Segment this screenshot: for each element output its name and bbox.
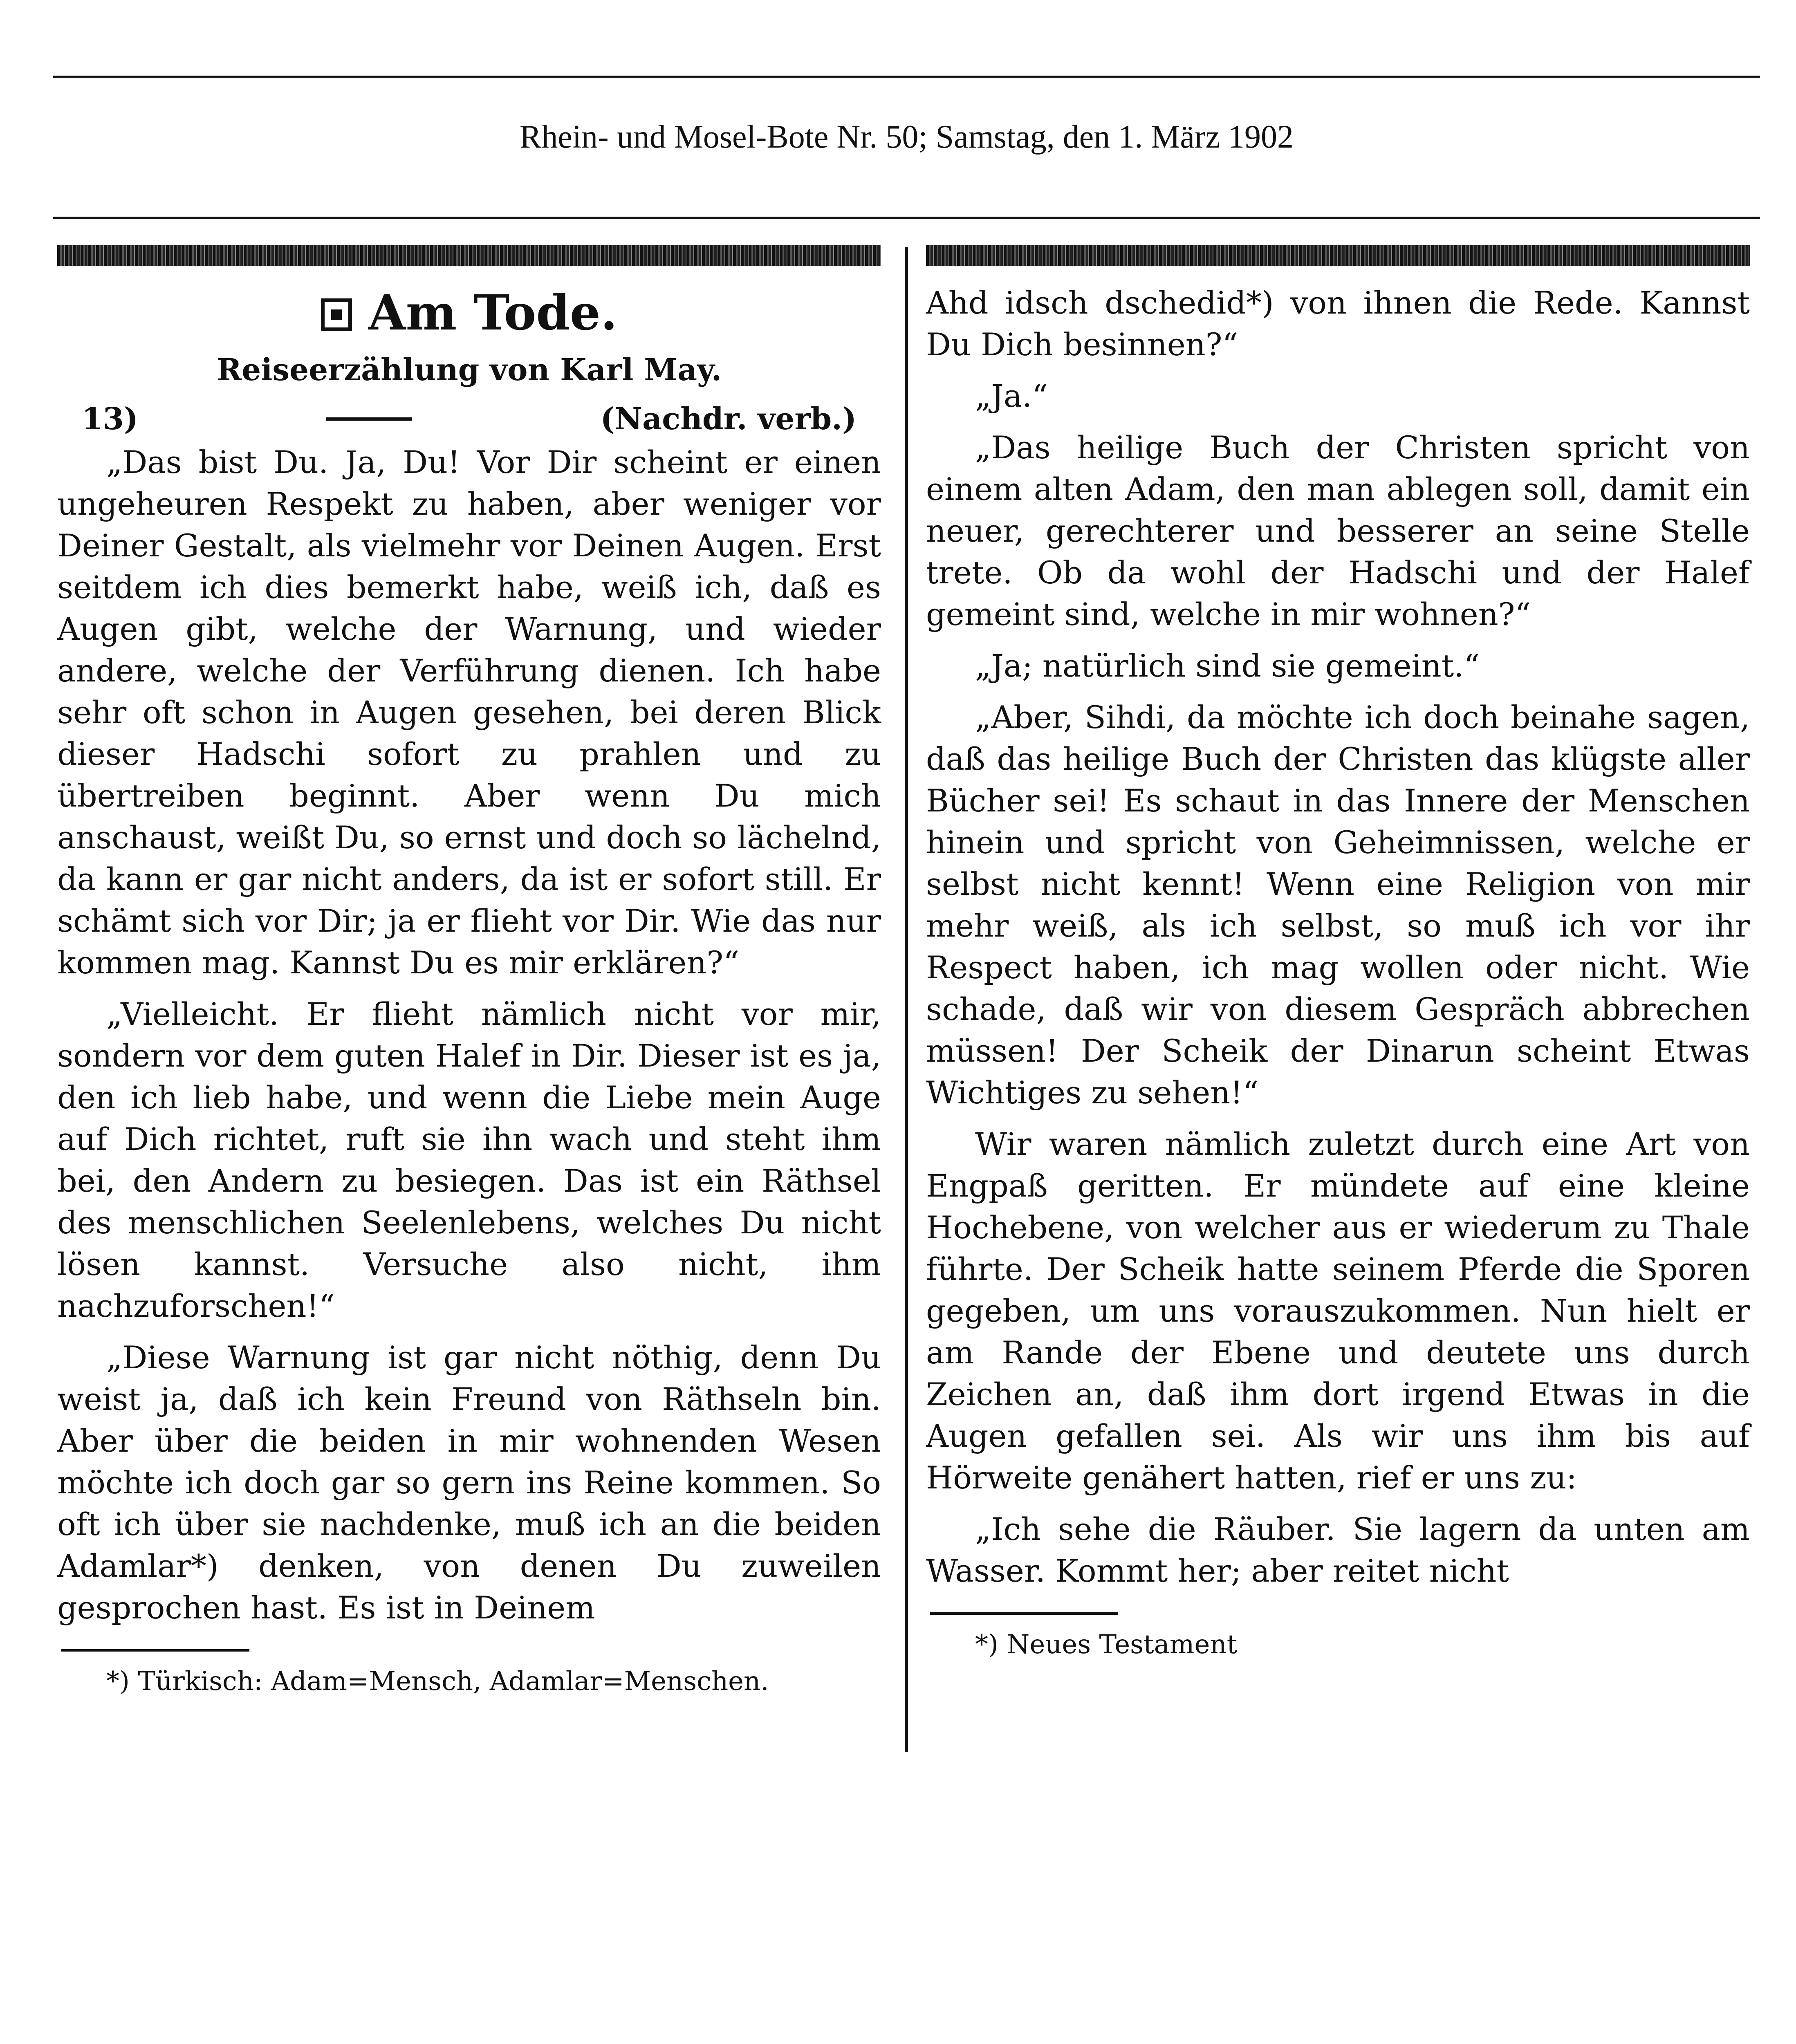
ornamental-banner [57, 245, 881, 266]
running-head: Rhein- und Mosel-Bote Nr. 50; Samstag, den 1. März 1902 [519, 119, 1294, 155]
article-subtitle: Reiseerzählung von Karl May. [216, 352, 722, 388]
article-title-text: Am Tode. [368, 284, 618, 341]
installment-line [57, 397, 881, 442]
installment-dash [326, 417, 412, 421]
paragraph: „Ja.“ [975, 378, 1048, 414]
paragraph: Ahd idsch dschedid*) von ihnen die Rede. Kannst Du Dich besinnen?“ [926, 285, 1750, 363]
paragraph: „Das bist Du. Ja, Du! Vor Dir scheint er einen ungeheuren Respekt zu haben, aber weniger vor Deiner Gestalt, als vielmehr vor Deinen Augen. Erst seitdem ich dies bemerkt habe, weiß ich, daß es Augen gibt, welche der Warnung, und wieder andere, welche der Verführung dienen. Ich habe sehr oft schon in Augen gesehen, bei deren Blick dieser Hadschi sofort zu prahlen und zu übertreiben beginnt. Aber wenn Du mich anschaust, weißt Du, so ernst und doch so lächelnd, da kann er gar nicht anders, da ist er sofort still. Er schämt sich vor Dir; ja er flieht vor Dir. Wie das nur kommen mag. Kannst Du es mir erklären?“ [57, 444, 881, 981]
paragraph: „Das heilige Buch der Christen spricht von einem alten Adam, den man ablegen soll, damit ein neuer, gerechterer und besserer an seine Stelle trete. Ob da wohl der Hadschi und der Halef gemeint sind, welche in mir wohnen?“ [926, 429, 1750, 632]
article-title [57, 282, 881, 343]
footnote-rule [930, 1612, 1118, 1615]
footnote: *) Türkisch: Adam=Mensch, Adamlar=Menschen. [106, 1666, 769, 1697]
top-rule [53, 76, 1760, 78]
ornamental-banner [926, 245, 1750, 266]
paragraph: „Diese Warnung ist gar nicht nöthig, denn Du weist ja, daß ich kein Freund von Räthseln bin. Aber über die beiden in mir wohnenden Wesen möchte ich doch gar so gern ins Reine kommen. So oft ich über sie nachdenke, muß ich an die beiden Adamlar*) denken, von denen Du zuweilen gesprochen hast. Es ist in Deinem [57, 1339, 881, 1626]
paragraph: „Aber, Sihdi, da möchte ich doch beinahe sagen, daß das heilige Buch der Christen das klügste aller Bücher sei! Es schaut in das Innere der Menschen hinein und spricht von Geheimnissen, welche er selbst nicht kennt! Wenn eine Religion von mir mehr weiß, als ich selbst, so muß ich vor ihr Respect haben, ich mag wollen oder nicht. Wie schade, daß wir von diesem Gespräch abbrechen müssen! Der Scheik der Dinarun scheint Etwas Wichtiges zu sehen!“ [926, 699, 1750, 1111]
paragraph: „Vielleicht. Er flieht nämlich nicht vor mir, sondern vor dem guten Halef in Dir. Dieser ist es ja, den ich lieb habe, und wenn die Liebe mein Auge auf Dich richtet, ruft sie ihn wach und steht ihm bei, den Andern zu besiegen. Das ist ein Räthsel des menschlichen Seelenlebens, welches Du nicht lösen kannst. Versuche also nicht, ihm nachzuforschen!“ [57, 996, 881, 1324]
column-divider [905, 247, 908, 1752]
footnote-rule [61, 1649, 249, 1652]
paragraph: „Ja; natürlich sind sie gemeint.“ [975, 648, 1480, 684]
ornament-box-icon [321, 298, 352, 331]
right-column [926, 245, 1750, 1663]
footnote: *) Neues Testament [975, 1629, 1238, 1660]
header-rule [53, 217, 1760, 219]
installment-number: 13) [82, 401, 138, 437]
reprint-note: (Nachdr. verb.) [600, 401, 857, 437]
paragraph: Wir waren nämlich zuletzt durch eine Art von Engpaß geritten. Er mündete auf eine kleine Hochebene, von welcher aus er wiederum zu Thale führte. Der Scheik hatte seinem Pferde die Sporen gegeben, um uns vorauszukommen. Nun hielt er am Rande der Ebene und deutete uns durch Zeichen an, daß ihm dort irgend Etwas in die Augen gefallen sei. Als wir uns ihm bis auf Hörweite genähert hatten, rief er uns zu: [926, 1126, 1750, 1496]
paragraph: „Ich sehe die Räuber. Sie lagern da unten am Wasser. Kommt her; aber reitet nicht [926, 1511, 1750, 1589]
left-column [57, 245, 881, 1700]
